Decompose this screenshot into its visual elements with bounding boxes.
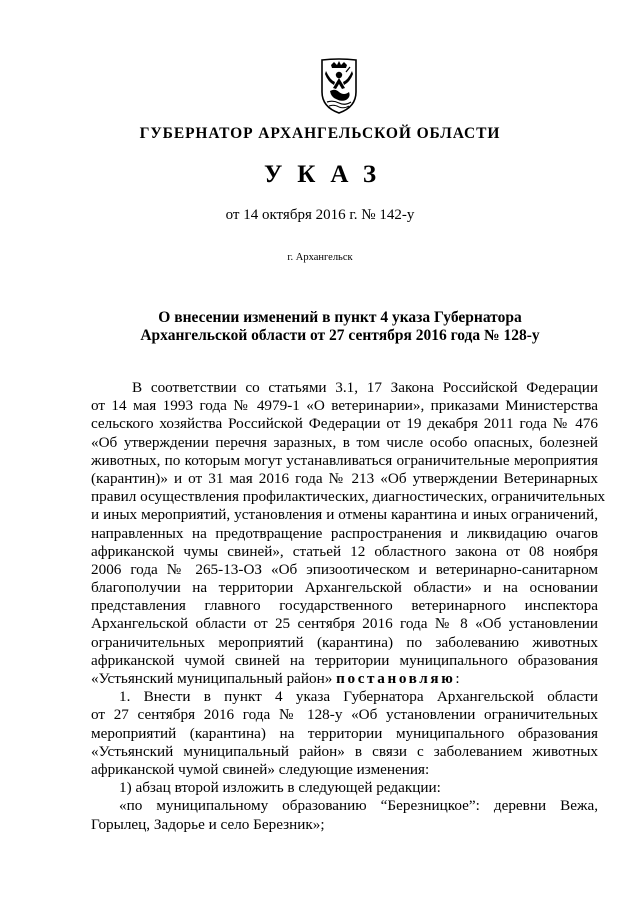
coat-of-arms-icon	[317, 58, 361, 114]
document-place: г. Архангельск	[287, 252, 353, 263]
body-line: В соответствии со статьями 3.1, 17 Закона Российской Федерации	[132, 379, 598, 396]
item-line: от 27 сентября 2016 года № 128-у «Об установлении ограничительных	[91, 706, 598, 724]
subitem-line: 1) абзац второй изложить в следующей редакции:	[119, 779, 441, 797]
body-line: «Об утверждении перечня заразных, в том числе особо опасных, болезней	[91, 433, 598, 451]
quote-line: «по муниципальному образованию “Березницкое”: деревни Вежа,	[119, 797, 598, 815]
item-line: 1. Внести в пункт 4 указа Губернатора Архангельской области	[119, 688, 598, 706]
document-type: УКАЗ	[263, 161, 392, 188]
issuing-authority: ГУБЕРНАТОР АРХАНГЕЛЬСКОЙ ОБЛАСТИ	[139, 125, 501, 142]
body-line: 2006 года № 265-13-ОЗ «Об эпизоотическом и ветеринарно-санитарном	[91, 560, 598, 578]
body-line: и иных мероприятий, установления и отмены карантина и иных ограничений,	[91, 506, 598, 524]
quote-line: Горылец, Задорье и село Березник»;	[91, 815, 325, 833]
body-line: ограничительных мероприятий (карантина) по заболеванию животных	[91, 633, 598, 651]
body-line: африканской чумы свиней», статьей 12 областного закона от 08 ноября	[91, 542, 598, 560]
body-line: (карантин)» и от 31 мая 2016 года № 213 «Об утверждении Ветеринарных	[91, 469, 598, 487]
decree-word: постановляю	[336, 670, 456, 687]
preamble-last-text: «Устьянский муниципальный район»	[91, 670, 333, 687]
body-line: благополучии на территории Архангельской области» и на основании	[91, 579, 598, 597]
body-line: от 14 мая 1993 года № 4979-1 «О ветеринарии», приказами Министерства	[91, 397, 598, 415]
body-line: направленных на предотвращение распространения и ликвидацию очагов	[91, 524, 598, 542]
item-line: мероприятий (карантина) на территории муниципального образования	[91, 724, 598, 742]
item-line: африканской чумой свиней» следующие изменения:	[91, 760, 430, 778]
title-line: О внесении изменений в пункт 4 указа Губернатора	[158, 309, 522, 326]
document-body	[91, 379, 606, 834]
body-line: правил осуществления профилактических, диагностических, ограничительных	[91, 488, 606, 506]
body-line: животных, по которым могут устанавливаться ограничительные мероприятия	[91, 451, 598, 469]
body-line-decree	[91, 670, 598, 688]
item-line: «Устьянский муниципальный район» в связи с заболеванием животных	[91, 742, 598, 760]
title-line: Архангельской области от 27 сентября 2016 года № 128-у	[140, 327, 540, 344]
body-line: представления главного государственного ветеринарного инспектора	[91, 597, 598, 615]
body-line: африканской чумой свиней на территории муниципального образования	[91, 651, 598, 669]
document-title	[80, 309, 600, 345]
decree-colon: :	[455, 670, 460, 687]
body-line: сельского хозяйства Российской Федерации от 19 декабря 2011 года № 476	[91, 415, 598, 433]
body-line: Архангельской области от 25 сентября 2016 года № 8 «Об установлении	[91, 615, 598, 633]
document-date-number: от 14 октября 2016 г. № 142-у	[225, 207, 415, 223]
